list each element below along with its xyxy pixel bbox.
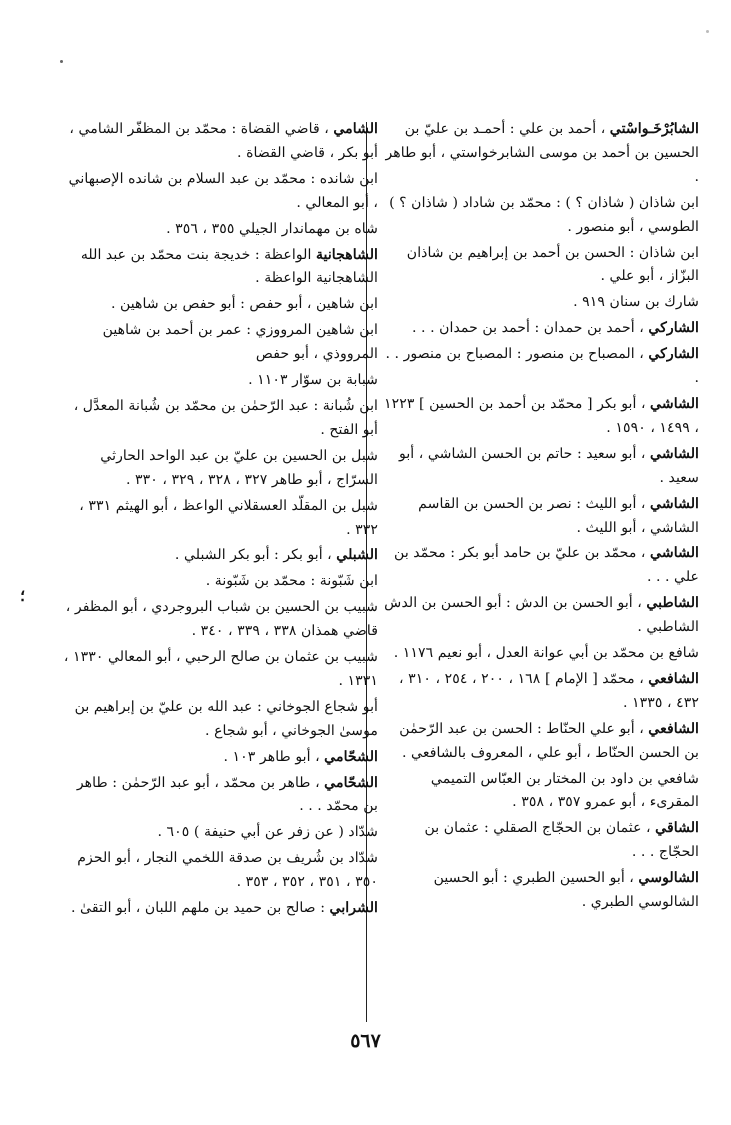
entry-heading: الشاركي [648,320,699,337]
index-entry [383,317,699,341]
entry-text: شبل بن الحسين بن عليّ بن عبد الواحد الحارثي السرّاج ، أبو طاهر ٣٢٧ ، ٣٢٨ ، ٣٢٩ ، ٣٣٠ . [100,447,378,488]
index-entry [62,772,378,820]
index-entry [62,596,378,644]
entry-text: ، أبو الحسين الطبري : أبو الحسين الشالوسي الطبري . [433,870,699,911]
index-entry [62,218,378,242]
entry-text: الواعظة : خديجة بنت محمّد بن عبد الله الشاهجانية الواعظة . [80,246,378,287]
index-entry [62,570,378,594]
index-entry [62,897,378,921]
index-entry [383,443,699,491]
page-number: ٥٦٧ [350,1030,381,1052]
index-entry [383,867,699,915]
entry-text: أبو شجاع الجوخاني : عبد الله بن عليّ بن إبراهيم بن موسىٰ الجوخاني ، أبو شجاع . [74,698,378,739]
entry-text: ، قاضي القضاة : محمّد بن المظفّر الشامي ، أبو بكر ، قاضي القضاة . [69,121,378,161]
index-entry [383,242,699,290]
entry-heading: الشاقي [655,820,699,837]
entry-text: شبيب بن الحسين بن شباب البروجردي ، أبو المظفر ، قاضي همذان ٣٣٨ ، ٣٣٩ ، ٣٤٠ . [65,599,378,640]
left-column [62,118,378,923]
entry-text: ، محمّد بن عليّ بن حامد أبو بكر : محمّد بن علي . . . [394,545,699,586]
entry-text: ، أحمد بن حمدان : أحمد بن حمدان . . . [412,320,649,337]
index-entry [62,821,378,845]
margin-mark: ؛ [20,586,26,605]
entry-text: شبيب بن عثمان بن صالح الرحبي ، أبو المعالي ١٣٣٠ ، ١٣٣١ . [63,649,378,689]
index-entry [383,592,699,640]
entry-text: ، أبو سعيد : حاتم بن الحسن الشاشي ، أبو سعيد . [399,445,699,486]
scan-speck [60,60,63,63]
entry-text: شارك بن سنان ٩١٩ . [573,294,699,311]
index-entry [383,642,699,666]
entry-heading: الشافعي [648,670,699,687]
entry-text: ، أبو بكر : أبو بكر الشبلي . [174,547,337,564]
entry-text: شدّاد ( عن زفر عن أبي حنيفة ) ٦٠٥ . [157,824,378,841]
entry-heading: الشاركي [648,346,699,363]
index-entry [62,495,378,543]
index-entry [383,291,699,315]
entry-heading: الشاهجانية [315,246,378,263]
index-entry [62,168,378,216]
index-entry [62,847,378,895]
entry-text: ابن شاذان ( شاذان ؟ ) : محمّد بن شاداد ( شاذان ؟ ) الطوسي ، أبو منصور . [389,194,699,235]
index-entry [62,445,378,493]
entry-text: ، أبو بكر [ محمّد بن أحمد بن الحسين ] ١٢٢٣ ، ١٤٩٩ ، ١٥٩٠ . [384,395,699,436]
entry-heading: الشبلي [336,547,378,564]
index-entry [383,817,699,865]
entry-heading: الشالوسي [638,870,699,887]
index-entry [383,768,699,816]
entry-text: ، المصباح بن منصور : المصباح بن منصور . . . [385,346,699,387]
entry-text: شافعي بن داود بن المختار بن العبّاس التميمي المقرىء ، أبو عمرو ٣٥٧ ، ٣٥٨ . [430,770,699,811]
right-column [383,118,699,917]
index-entry [383,542,699,590]
entry-heading: الشاشي [650,545,699,562]
entry-heading: الشاشي [650,495,699,512]
entry-heading: الشرابي [329,900,378,917]
index-entry [62,646,378,694]
index-entry [383,192,699,240]
entry-text: ابن شاذان : الحسن بن أحمد بن إبراهيم بن شاذان البزّاز ، أبو علي . [406,244,699,285]
entry-text: شافع بن محمّد بن أبي عوانة العدل ، أبو نعيم ١١٧٦ . [393,645,699,662]
entry-text: ، أحمد بن علي : أحمـد بن عليّ بن الحسين بن أحمد بن موسى الشابرخواستي ، أبو طاهر . [385,121,699,185]
index-entry [62,319,378,367]
index-entry [62,395,378,443]
index-entry [383,668,699,716]
index-entry [62,746,378,770]
entry-text: ابن شاهين المرووزي : عمر بن أحمد بن شاهين المرووذي ، أبو حفص [102,322,378,363]
entry-heading: الشحّامي [324,748,378,765]
entry-text: ، أبو الليث : نصر بن الحسن بن القاسم الشاشي ، أبو الليث . [418,495,699,536]
entry-text: ، أبو الحسن بن الدش : أبو الحسن بن الدش الشاطبي . [384,595,699,636]
entry-heading: الشحّامي [324,774,378,791]
entry-text: ابن شاهين ، أبو حفص : أبو حفص بن شاهين . [110,296,378,313]
index-entry [383,118,699,190]
entry-text: ابن شُبانة : عبد الرّحمٰن بن محمّد بن شُبانة المعدَّل ، أبو الفتح . [73,397,378,438]
index-entry [62,369,378,393]
entry-heading: الشاشي [650,445,699,462]
entry-text: ، أبو طاهر ١٠٣ . [223,748,325,765]
index-entry [383,343,699,391]
entry-heading: الشافعي [648,720,699,737]
entry-text: ، محمّد [ الإمام ] ١٦٨ ، ٢٠٠ ، ٢٥٤ ، ٣١٠ ، ٤٣٢ ، ١٣٣٥ . [399,670,699,711]
entry-text: ، طاهر بن محمّد ، أبو عبد الرّحمٰن : طاهر بن محمّد . . . [76,774,378,815]
index-entry [383,493,699,541]
entry-text: ابن شَبّونة : محمّد بن شَبّونة . [205,573,378,590]
index-entry [383,393,699,441]
entry-heading: الشاطبي [646,595,699,612]
entry-heading: الشامي [333,121,378,137]
index-entry [62,696,378,744]
entry-text: ابن شانده : محمّد بن عبد السلام بن شانده الإصبهاني ، أبو المعالي . [68,170,378,211]
scan-speck [706,30,709,33]
index-entry [62,293,378,317]
index-entry [62,244,378,292]
index-entry [62,118,378,166]
entry-text: : صالح بن حميد بن ملهم اللبان ، أبو التقىٰ . [70,900,330,917]
entry-text: ، أبو علي الحنّاط : الحسن بن عبد الرّحمٰن بن الحسن الحنّاط ، أبو علي ، المعروف بالشافعي . [399,720,699,761]
entry-text: شبل بن المقلّد العسقلاني الواعظ ، أبو الهيثم ٣٣١ ، ٣٣٢ . [79,497,378,538]
entry-text: شدّاد بن شُريف بن صدقة اللخمي النجار ، أبو الحزم ٣٥٠ ، ٣٥١ ، ٣٥٢ ، ٣٥٣ . [77,850,378,891]
entry-heading: الشاشي [650,395,699,412]
index-entry [62,544,378,568]
entry-text: شبابة بن سوّار ١١٠٣ . [248,372,378,389]
index-entry [383,718,699,766]
entry-heading: الشابُرْخَـواسْتي [609,121,699,137]
entry-text: ، عثمان بن الحجّاج الصقلي : عثمان بن الحجّاج . . . [424,820,699,861]
entry-text: شاه بن مهماندار الجيلي ٣٥٥ ، ٣٥٦ . [166,220,378,237]
